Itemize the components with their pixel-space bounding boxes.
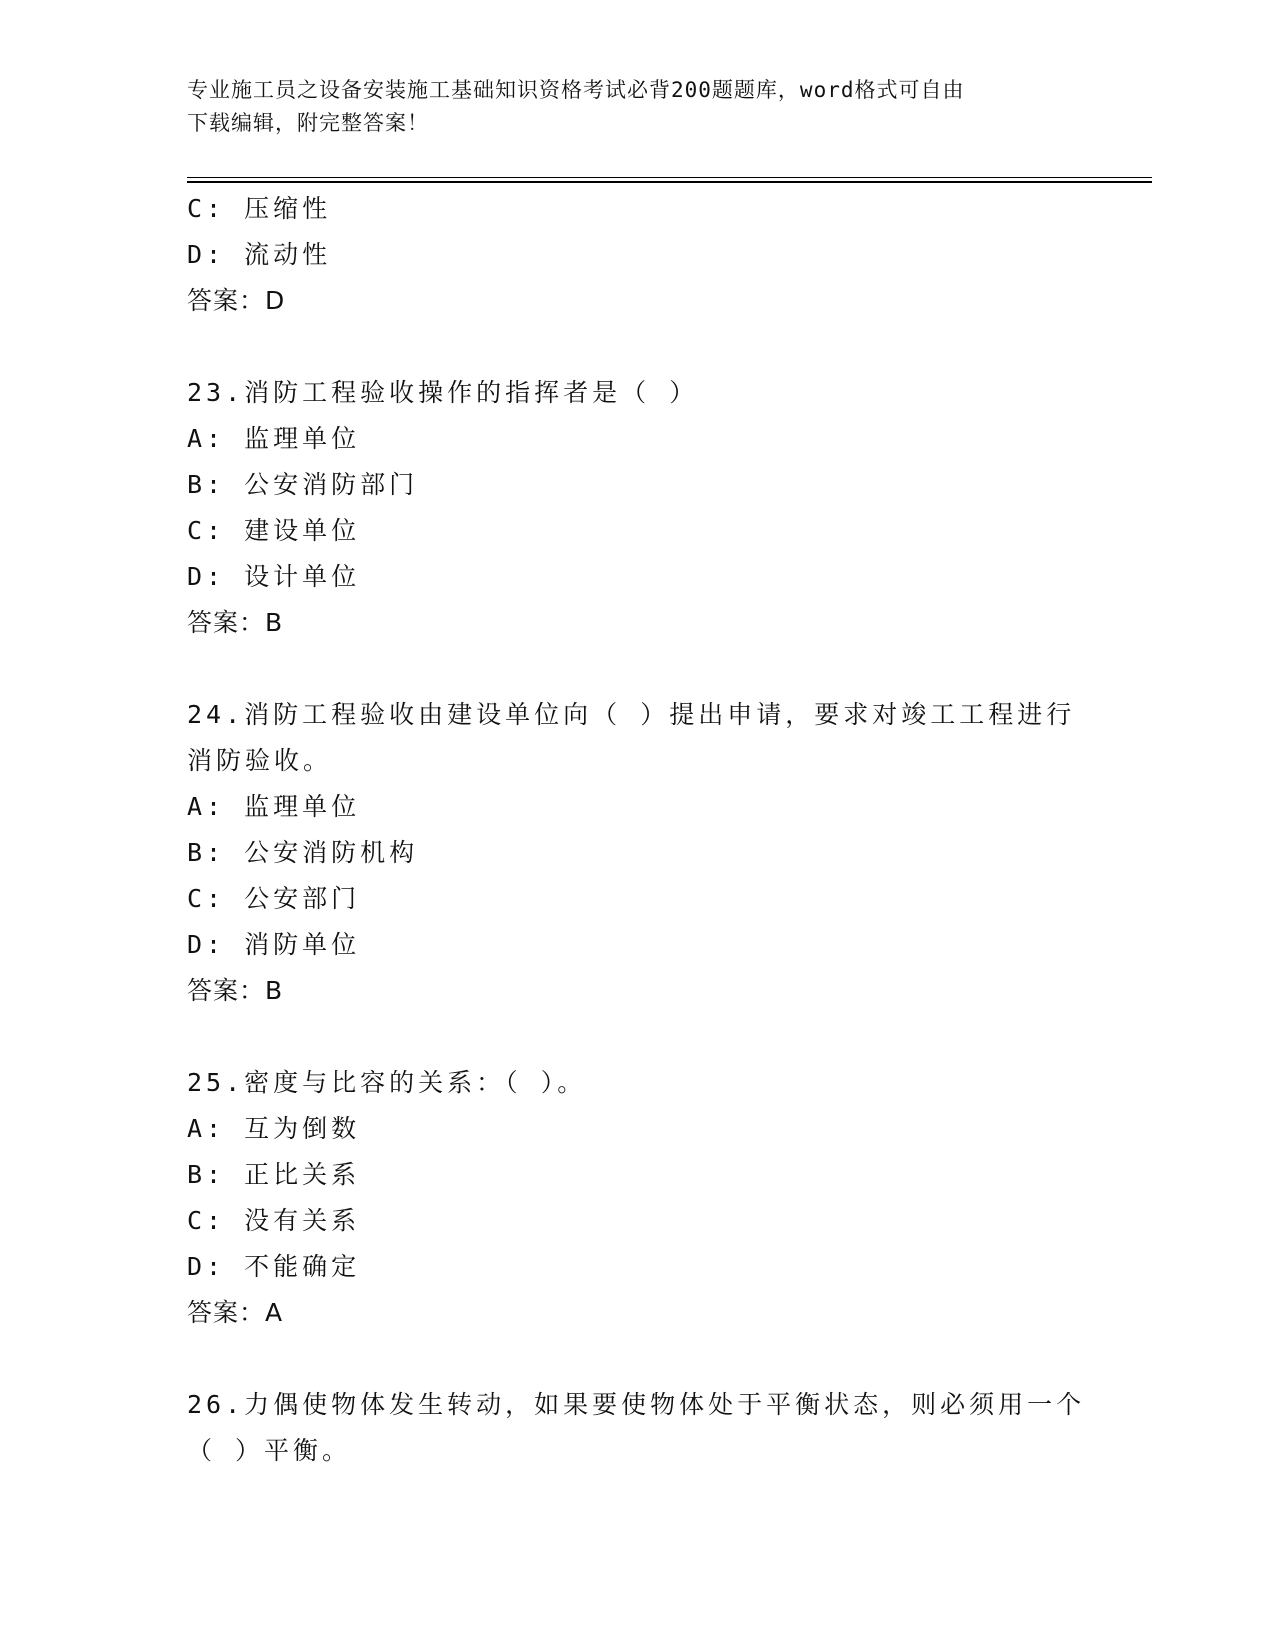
q23-option-c: C: 建设单位 [187, 516, 361, 545]
q23-answer: 答案：B [187, 608, 284, 637]
header-rule-thin [187, 177, 1152, 178]
q25-option-d: D: 不能确定 [187, 1252, 361, 1281]
spacer [187, 1014, 1087, 1060]
spacer [187, 646, 1087, 692]
q24-stem-line-2: 消防验收。 [187, 746, 333, 775]
q24-option-d: D: 消防单位 [187, 930, 361, 959]
q25-answer: 答案：A [187, 1298, 284, 1327]
q24-stem-line-1: 24.消防工程验收由建设单位向（ ）提出申请，要求对竣工工程进行 [187, 700, 1076, 729]
q22-option-c: C: 压缩性 [187, 194, 332, 223]
header-line-1: 专业施工员之设备安装施工基础知识资格考试必背200题题库，word格式可自由 [187, 78, 965, 102]
q24-option-c: C: 公安部门 [187, 884, 361, 913]
q22-option-d: D: 流动性 [187, 240, 332, 269]
spacer [187, 324, 1087, 370]
q23-option-d: D: 设计单位 [187, 562, 361, 591]
q24-option-a: A: 监理单位 [187, 792, 361, 821]
q23-option-a: A: 监理单位 [187, 424, 361, 453]
q23-option-b: B: 公安消防部门 [187, 470, 419, 499]
q24-option-b: B: 公安消防机构 [187, 838, 419, 867]
q25-stem: 25.密度与比容的关系：（ ）。 [187, 1068, 587, 1097]
q26-stem-line-2: （ ）平衡。 [187, 1436, 352, 1465]
q25-option-b: B: 正比关系 [187, 1160, 361, 1189]
header-line-2: 下载编辑，附完整答案！ [187, 111, 429, 135]
q25-option-a: A: 互为倒数 [187, 1114, 361, 1143]
q23-stem: 23.消防工程验收操作的指挥者是（ ） [187, 378, 699, 407]
q24-answer: 答案：B [187, 976, 284, 1005]
header-rule-thick [187, 181, 1152, 183]
q25-option-c: C: 没有关系 [187, 1206, 361, 1235]
document-body [187, 186, 1087, 1474]
document-header [187, 74, 1067, 140]
q22-answer: 答案：D [187, 286, 286, 315]
spacer [187, 1336, 1087, 1382]
q26-stem-line-1: 26.力偶使物体发生转动，如果要使物体处于平衡状态，则必须用一个 [187, 1390, 1086, 1419]
